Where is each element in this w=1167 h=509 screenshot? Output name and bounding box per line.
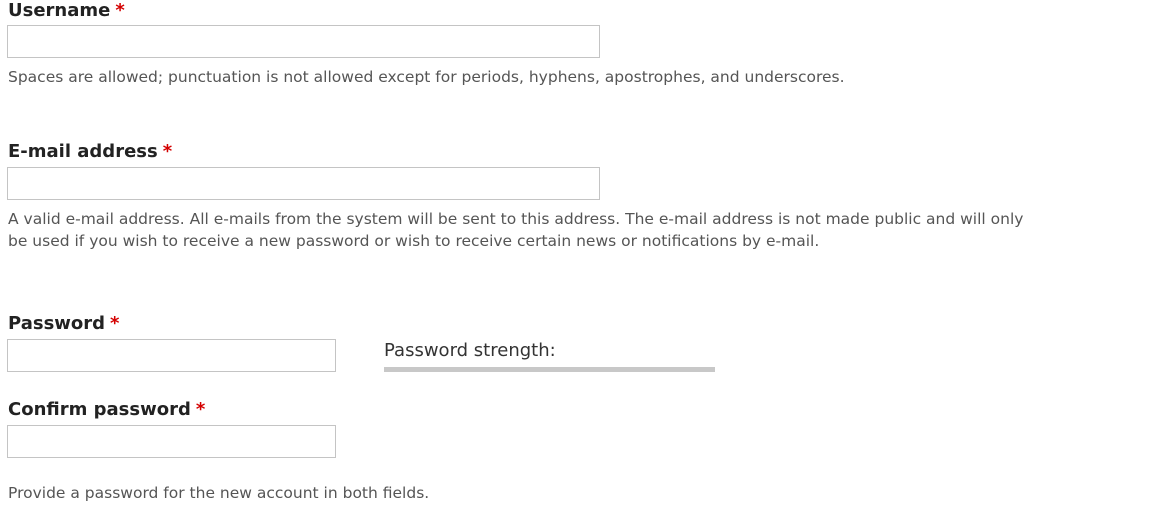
username-label bbox=[8, 0, 125, 22]
password-label bbox=[8, 313, 119, 335]
email-description-line-2: be used if you wish to receive a new password or wish to receive certain news or notifications by e-mail. bbox=[8, 232, 820, 250]
email-label-text: E-mail address bbox=[8, 141, 158, 162]
confirm-password-label-text: Confirm password bbox=[8, 399, 191, 420]
password-strength-bar bbox=[384, 367, 715, 372]
email-description-line-1: A valid e-mail address. All e-mails from the system will be sent to this address. The e-mail address is not made public and will only bbox=[8, 210, 1024, 228]
required-marker: * bbox=[115, 0, 125, 21]
confirm-password-label bbox=[8, 399, 205, 421]
email-input[interactable] bbox=[7, 167, 600, 200]
password-strength-label: Password strength: bbox=[384, 340, 556, 361]
confirm-password-input[interactable] bbox=[7, 425, 336, 458]
username-label-text: Username bbox=[8, 0, 111, 21]
required-marker: * bbox=[110, 313, 120, 334]
required-marker: * bbox=[195, 399, 206, 420]
password-label-text: Password bbox=[8, 313, 106, 334]
password-input[interactable] bbox=[7, 339, 336, 372]
username-description: Spaces are allowed; punctuation is not allowed except for periods, hyphens, apostrophes, and underscores. bbox=[8, 68, 845, 86]
username-input[interactable] bbox=[7, 25, 600, 58]
required-marker: * bbox=[162, 141, 173, 162]
email-label bbox=[8, 141, 172, 163]
password-description: Provide a password for the new account in both fields. bbox=[8, 484, 430, 502]
